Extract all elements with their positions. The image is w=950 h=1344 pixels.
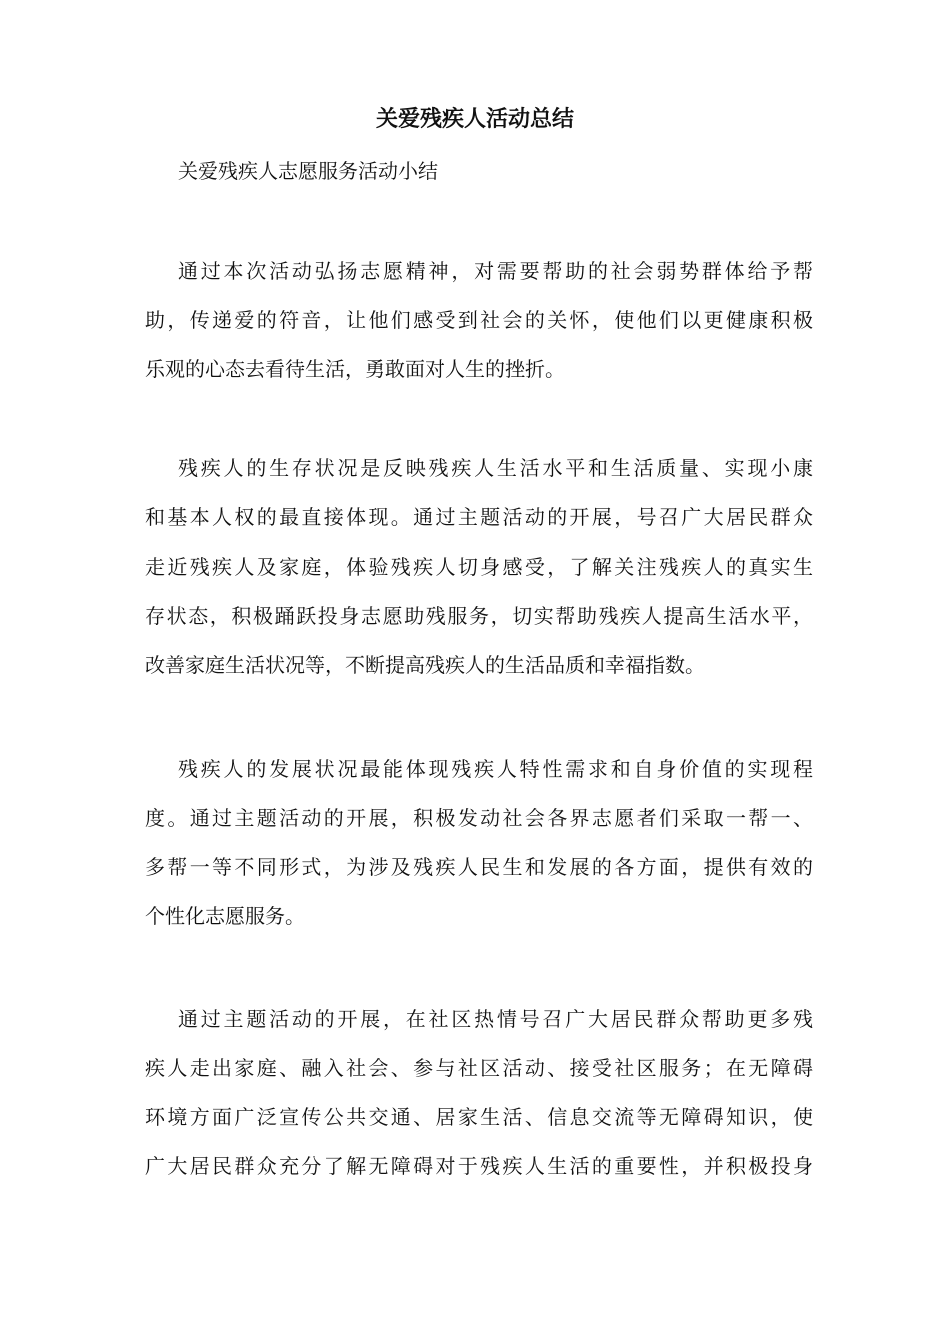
paragraph-2-line-4: 存状态，积极踊跃投身志愿助残服务，切实帮助残疾人提高生活水平， (145, 604, 813, 628)
paragraph-1-line-3: 乐观的心态去看待生活，勇敢面对人生的挫折。 (145, 357, 565, 381)
paragraph-4-line-4: 广大居民群众充分了解无障碍对于残疾人生活的重要性，并积极投身 (145, 1154, 813, 1178)
paragraph-2-line-3: 走近残疾人及家庭，体验残疾人切身感受，了解关注残疾人的真实生 (145, 555, 813, 579)
paragraph-3-line-4: 个性化志愿服务。 (145, 904, 305, 928)
paragraph-3-line-3: 多帮一等不同形式，为涉及残疾人民生和发展的各方面，提供有效的 (145, 855, 813, 879)
paragraph-3-line-1: 残疾人的发展状况最能体现残疾人特性需求和自身价值的实现程 (178, 757, 813, 781)
paragraph-4-line-1: 通过主题活动的开展，在社区热情号召广大居民群众帮助更多残 (178, 1007, 813, 1031)
paragraph-3-line-2: 度。通过主题活动的开展，积极发动社会各界志愿者们采取一帮一、 (145, 806, 813, 830)
paragraph-2-line-2: 和基本人权的最直接体现。通过主题活动的开展，号召广大居民群众 (145, 505, 813, 529)
document-subtitle: 关爱残疾人志愿服务活动小结 (178, 159, 438, 183)
paragraph-2-line-1: 残疾人的生存状况是反映残疾人生活水平和生活质量、实现小康 (178, 456, 813, 480)
paragraph-2-line-5: 改善家庭生活状况等，不断提高残疾人的生活品质和幸福指数。 (145, 653, 705, 677)
paragraph-4-line-2: 疾人走出家庭、融入社会、参与社区活动、接受社区服务；在无障碍 (145, 1056, 813, 1080)
paragraph-1-line-2: 助，传递爱的符音，让他们感受到社会的关怀，使他们以更健康积极 (145, 308, 813, 332)
paragraph-1-line-1: 通过本次活动弘扬志愿精神，对需要帮助的社会弱势群体给予帮 (178, 259, 813, 283)
paragraph-4-line-3: 环境方面广泛宣传公共交通、居家生活、信息交流等无障碍知识，使 (145, 1105, 813, 1129)
document-title: 关爱残疾人活动总结 (375, 106, 574, 132)
